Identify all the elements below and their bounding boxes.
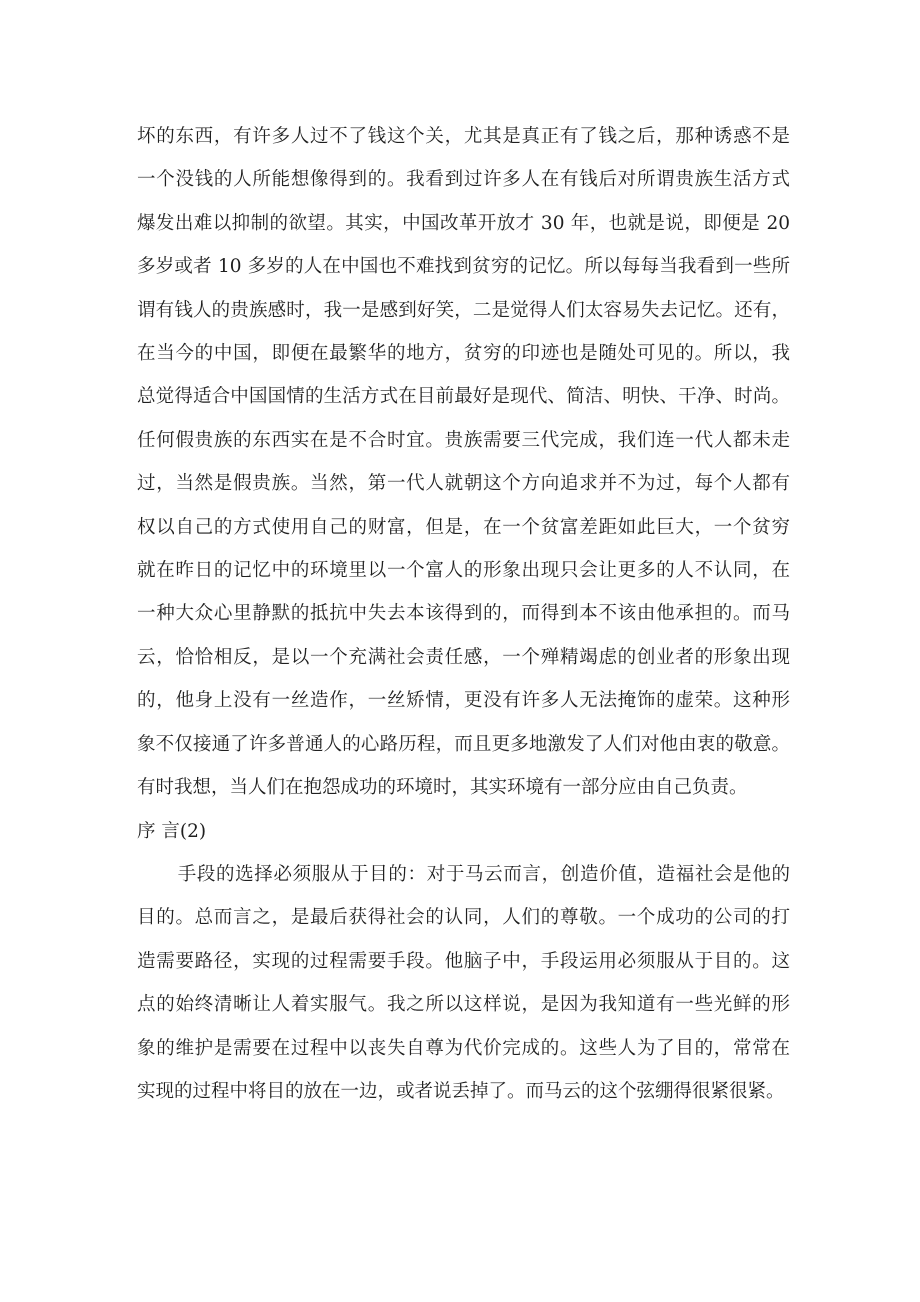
text-line: 有时我想，当人们在抱怨成功的环境时，其实环境有一部分应由自己负责。 xyxy=(137,777,748,799)
text-line: 权以自己的方式使用自己的财富，但是，在一个贫富差距如此巨大，一个贫穷 xyxy=(137,516,790,538)
text-line: 就在昨日的记忆中的环境里以一个富人的形象出现只会让更多的人不认同，在 xyxy=(137,560,790,582)
text-line: 的，他身上没有一丝造作，一丝矫情，更没有许多人无法掩饰的虚荣。这种形 xyxy=(137,690,790,712)
text-line: 点的始终清晰让人着实服气。我之所以这样说，是因为我知道有一些光鲜的形 xyxy=(137,994,790,1016)
text-line: 过，当然是假贵族。当然，第一代人就朝这个方向追求并不为过，每个人都有 xyxy=(137,473,790,495)
text-line: 实现的过程中将目的放在一边，或者说丢掉了。而马云的这个弦绷得很紧很紧。 xyxy=(137,1080,785,1102)
document-text-block xyxy=(137,115,790,1113)
section-heading: 序 言(2) xyxy=(137,820,207,842)
text-line: 造需要路径，实现的过程需要手段。他脑子中，手段运用必须服从于目的。这 xyxy=(137,950,790,972)
text-line: 坏的东西，有许多人过不了钱这个关，尤其是真正有了钱之后，那种诱惑不是 xyxy=(137,126,790,147)
text-line: 多岁或者 10 多岁的人在中国也不难找到贫穷的记忆。所以每每当我看到一些所 xyxy=(137,256,790,278)
text-line: 谓有钱人的贵族感时，我一是感到好笑，二是觉得人们太容易失去记忆。还有， xyxy=(137,299,790,321)
text-line: 手段的选择必须服从于目的：对于马云而言，创造价值，造福社会是他的 xyxy=(177,863,790,885)
text-line: 爆发出难以抑制的欲望。其实，中国改革开放才 30 年，也就是说，即便是 20 xyxy=(137,212,790,234)
text-line: 任何假贵族的东西实在是不合时宜。贵族需要三代完成，我们连一代人都未走 xyxy=(137,429,790,451)
text-line: 象不仅接通了许多普通人的心路历程，而且更多地激发了人们对他由衷的敬意。 xyxy=(137,733,790,755)
text-line: 总觉得适合中国国情的生活方式在目前最好是现代、简洁、明快、干净、时尚。 xyxy=(137,386,790,408)
text-line: 一个没钱的人所能想像得到的。我看到过许多人在有钱后对所谓贵族生活方式 xyxy=(137,169,790,191)
text-line: 目的。总而言之，是最后获得社会的认同，人们的尊敬。一个成功的公司的打 xyxy=(137,907,790,929)
text-line: 一种大众心里静默的抵抗中失去本该得到的，而得到本不该由他承担的。而马 xyxy=(137,603,790,625)
text-line: 云，恰恰相反，是以一个充满社会责任感，一个殚精竭虑的创业者的形象出现 xyxy=(137,646,790,668)
text-line: 象的维护是需要在过程中以丧失自尊为代价完成的。这些人为了目的，常常在 xyxy=(137,1037,790,1059)
text-line: 在当今的中国，即便在最繁华的地方，贫穷的印迹也是随处可见的。所以，我 xyxy=(137,343,790,365)
